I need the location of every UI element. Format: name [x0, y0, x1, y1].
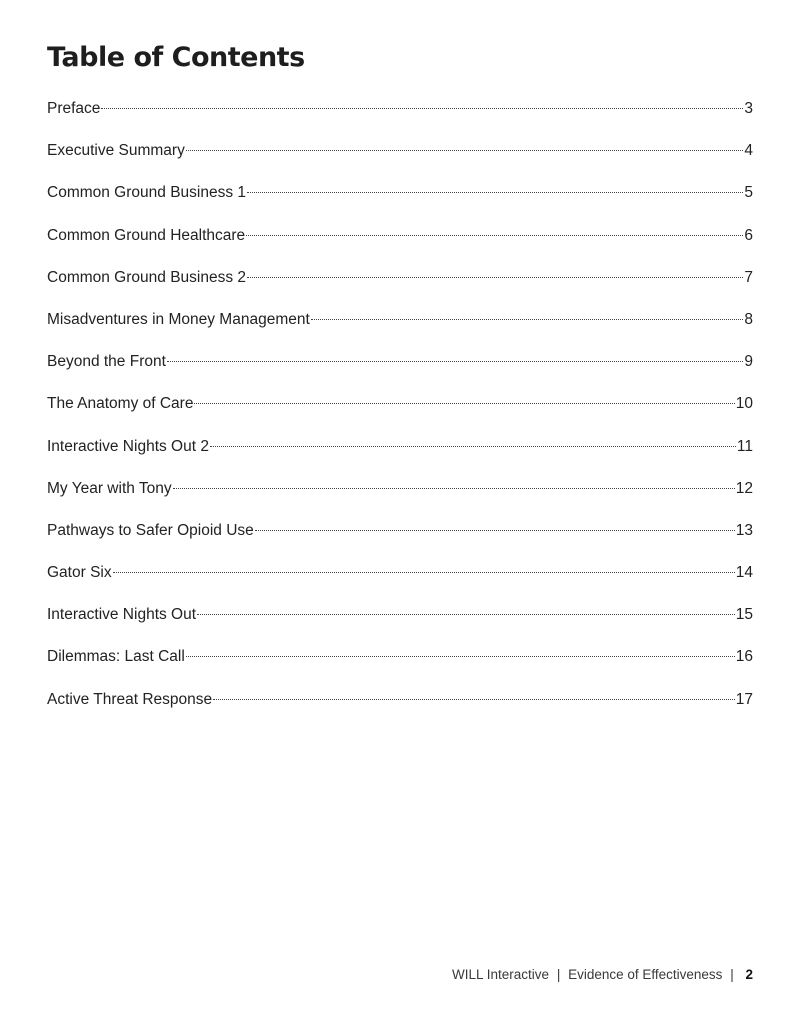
- toc-entry[interactable]: [47, 688, 753, 730]
- toc-entry-label: Dilemmas: Last Call: [47, 648, 185, 666]
- toc-entry-page: 15: [735, 606, 753, 624]
- toc-entry-page: 3: [744, 100, 753, 117]
- dot-leader: [246, 234, 743, 236]
- footer-document-name: Evidence of Effectiveness: [568, 967, 723, 982]
- toc-entry-page: 9: [744, 353, 753, 371]
- toc-entry-page: 13: [735, 521, 753, 539]
- toc-entry-page: 8: [744, 310, 753, 328]
- toc-entry[interactable]: [47, 97, 753, 139]
- dot-leader: [213, 698, 735, 700]
- toc-entry-label: Gator Six: [47, 564, 112, 582]
- toc-entry-page: 4: [744, 142, 753, 160]
- toc-entry-page: 12: [735, 479, 753, 497]
- toc-entry[interactable]: [47, 477, 753, 519]
- toc-entry-page: 11: [736, 437, 753, 455]
- toc-entry[interactable]: [47, 435, 753, 477]
- toc-entry-label: Pathways to Safer Opioid Use: [47, 521, 254, 539]
- toc-entry-page: 5: [744, 184, 753, 202]
- dot-leader: [247, 191, 743, 193]
- toc-entry-label: Common Ground Business 2: [47, 268, 247, 286]
- toc-entry[interactable]: [47, 519, 753, 561]
- dot-leader: [173, 487, 735, 489]
- toc-entry-page: 7: [744, 268, 753, 286]
- dot-leader: [167, 360, 743, 362]
- toc-entry-page: 14: [735, 564, 753, 582]
- toc-entry-page: 16: [735, 648, 753, 666]
- toc-entry-label: Interactive Nights Out 2: [47, 437, 209, 455]
- toc-entry[interactable]: [47, 603, 753, 645]
- dot-leader: [186, 149, 744, 151]
- footer-company: WILL Interactive: [452, 967, 550, 982]
- toc-entry-label: Executive Summary: [47, 142, 185, 160]
- toc-entry-label: Beyond the Front: [47, 353, 166, 371]
- toc-entry-label: Misadventures in Money Management: [47, 310, 310, 328]
- toc-entry-page: 10: [735, 395, 753, 413]
- toc-entry-label: The Anatomy of Care: [47, 395, 194, 413]
- toc-entry[interactable]: [47, 181, 753, 223]
- dot-leader: [194, 402, 734, 404]
- footer-separator: |: [556, 967, 561, 982]
- toc-entry[interactable]: [47, 139, 753, 181]
- toc-entry[interactable]: [47, 266, 753, 308]
- dot-leader: [255, 529, 735, 531]
- page-title: Table of Contents: [47, 42, 305, 73]
- dot-leader: [247, 276, 743, 278]
- toc-entry-label: Active Threat Response: [47, 690, 213, 708]
- toc-entry[interactable]: [47, 645, 753, 687]
- toc-entry[interactable]: [47, 561, 753, 603]
- toc-entry-label: Preface: [47, 100, 101, 117]
- toc-entry-label: Common Ground Healthcare: [47, 226, 246, 244]
- dot-leader: [186, 655, 735, 657]
- toc-entry-page: 17: [735, 690, 753, 708]
- toc-entry[interactable]: [47, 350, 753, 392]
- toc-entry-label: Common Ground Business 1: [47, 184, 247, 202]
- toc-entry[interactable]: [47, 392, 753, 434]
- dot-leader: [113, 571, 735, 573]
- toc-entry-page: 6: [744, 226, 753, 244]
- dot-leader: [101, 107, 743, 109]
- page-footer: [452, 967, 753, 982]
- toc-entry-label: My Year with Tony: [47, 479, 172, 497]
- toc-entry-label: Interactive Nights Out: [47, 606, 197, 624]
- dot-leader: [311, 318, 744, 320]
- dot-leader: [210, 445, 736, 447]
- toc-list: [47, 97, 753, 730]
- footer-separator: |: [730, 967, 734, 982]
- toc-entry[interactable]: [47, 224, 753, 266]
- toc-entry[interactable]: [47, 308, 753, 350]
- dot-leader: [197, 613, 735, 615]
- footer-page-number: 2: [745, 967, 753, 982]
